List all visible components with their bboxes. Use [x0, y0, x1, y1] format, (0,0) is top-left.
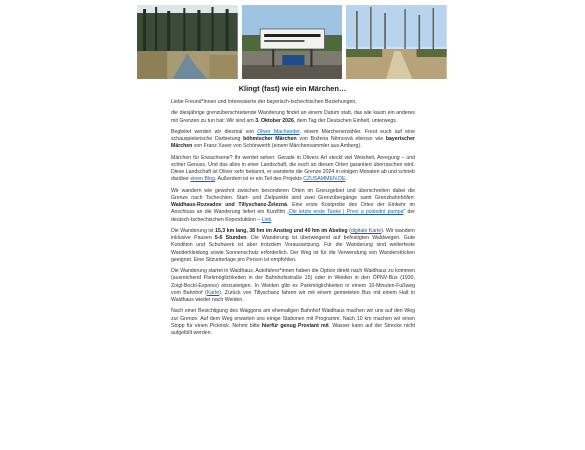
- headline: Klingt (fast) wie ein Märchen…: [238, 84, 347, 93]
- provisions-bold: hierfür genug Proviant mit: [261, 322, 329, 329]
- distance-bold: 15,3 km lang, 38 hm im Anstieg und 40 hm im Abstieg: [215, 227, 348, 234]
- intro-paragraph: [171, 110, 415, 124]
- guide-paragraph: [171, 129, 415, 151]
- guide-text-2: , einem Märchenerzähler. Freut euch auf eine schauspielerische Darbietung: [171, 128, 415, 143]
- short-film-link[interactable]: Die letzte erste Tanke | První a poslední pumpa: [289, 209, 404, 216]
- header-photo-strip: [137, 5, 447, 79]
- food-text: Nach einer Besichtigung des Waggons am ehemaligen Bahnhof Waidhaus machen wir uns auf den Weg zur Grenze. Auf dem Weg erwarten uns einige Stationen mit Programm. Nach 10 km machen wir einen Stopp für einen Picknick. Nehmt bitte: [171, 308, 415, 329]
- intro-text-end: , dem Tag der Deutschen Einheit, unterwegs.: [293, 117, 398, 124]
- stats-text-3: ). Wir wandern inklusive Pausen: [171, 227, 416, 242]
- start-paragraph: [171, 268, 415, 304]
- duration-bold: 5-6 Stunden: [214, 235, 247, 242]
- start-text-end: ). Zurück von Tillyschanz fahren wir mit einem gemieteten Bus mit einem Halt in Waidhaus wieder nach Weiden.: [171, 289, 415, 303]
- food-text-end: . Wasser kann auf der Strecke nicht aufgefüllt werden.: [171, 322, 415, 336]
- route-text: Wir wandern wie gewohnt zwischen besonderen Orten im Grenzgebiet und überschreiten dabei die Grenze nach Tschechien. Start- und Zielpunkte sind zwei Grenzübergänge samt Grenzbahnhöfen:: [171, 187, 415, 201]
- bohemian-tales-bold: böhmischer Märchen: [243, 136, 297, 143]
- guide-text-3: von Božena Němcová ebenso wie: [296, 136, 386, 143]
- route-paragraph: [171, 188, 415, 224]
- greeting-paragraph: Liebe Freund*innen und Interessierte der bayerisch-tschechischen Beziehungen,: [171, 99, 357, 105]
- route-text-2: . Eine erste Kostprobe des Ortes der Einkehr im Anschluss an die Wanderung liefert ein Kurzfilm „: [171, 202, 415, 216]
- route-text-3: " der deutsch-tschechischen Koproduktion –: [171, 209, 416, 223]
- parking-map-link[interactable]: Karte: [206, 289, 220, 296]
- fairy-text-2: . Außerdem ist er ein Teil des Projekts: [214, 176, 304, 183]
- guide-text: Begleitet werden wir diesmal von: [171, 128, 258, 135]
- border-crossings-bold: Waidhaus-Rozvadov und Tillyschanz-Železná: [171, 202, 288, 209]
- start-text: Die Wanderung startet in Waidhaus. Autofahrer*innen haben die Option direkt nach Waidhaus zu kommen (ausreichend Parkmöglichkeiten in der Bahnhofsstraße 15) oder in Weiden in den ÖPNV-Bus (1930, Zoigl-Bockl-Express) einzusteigen. In Weiden gibt es Parkmöglichkeiten in einem 10-Minuten-Fußweg vom Bahnhof (: [171, 268, 415, 296]
- stats-paragraph: [171, 228, 415, 264]
- oliver-machander-link[interactable]: Oliver Machander: [257, 128, 300, 135]
- bavarian-tales-bold: bayerischer Märchen: [171, 136, 415, 150]
- czusammen-link[interactable]: CZUSAMMEN.DE: [303, 176, 346, 183]
- intro-text: die diesjährige grenzüberschreitende Wanderung findet an einem Datum statt, das wie kaum ein anderes mit Grenzen zu tun hat: Wir sind am: [171, 110, 415, 124]
- guide-text-end: von Franz Xaver von Schönwerth (einem Märchensammler aus Amberg).: [192, 143, 362, 150]
- blog-link[interactable]: einen Blog: [190, 176, 215, 183]
- food-paragraph: [171, 308, 415, 337]
- route-text-end: .: [271, 216, 273, 223]
- fairy-text-end: .: [345, 176, 347, 183]
- event-date: 3. Oktober 2026: [255, 117, 294, 124]
- fairy-tale-paragraph: [171, 155, 415, 184]
- stats-text-2: (: [347, 227, 351, 234]
- cleared-forest-road-photo: [346, 5, 447, 79]
- fairy-text: Märchen für Erwachsene? Ihr werdet sehen: Gerade in Olivers Art steckt viel Weisheit, Anregung – und echter Genuss. Und das alles in einer Landschaft, die euch an diesen Orten garantiert überraschen wird. Diese Landschaft ist Oliver sehr bekannt, er wanderte die Grenze 2024 in einigen Monaten ab und schrieb darüber: [171, 154, 415, 183]
- stats-text: Die Wanderung ist: [171, 227, 216, 234]
- railway-station-sign-photo: [242, 5, 343, 79]
- newsletter-body: [171, 99, 415, 341]
- forest-brook-photo: [137, 5, 238, 79]
- film-link[interactable]: Link: [261, 216, 272, 223]
- digital-map-link[interactable]: digitale Karte: [350, 227, 382, 234]
- stats-text-end: . Die Wanderung ist überwiegend auf befestigten Waldwegen. Gute Kondition und Schuhwerk ist aber trotzdem Voraussetzung. Für die Wanderung sind wetterfeste Wanderkleidung sowie Sonnenschutz erforderlich. Der Weg ist für die Verwendung von Wanderstöcken geeignet. Eine Sitzunterlage pro Person ist empfohlen.: [171, 235, 416, 263]
